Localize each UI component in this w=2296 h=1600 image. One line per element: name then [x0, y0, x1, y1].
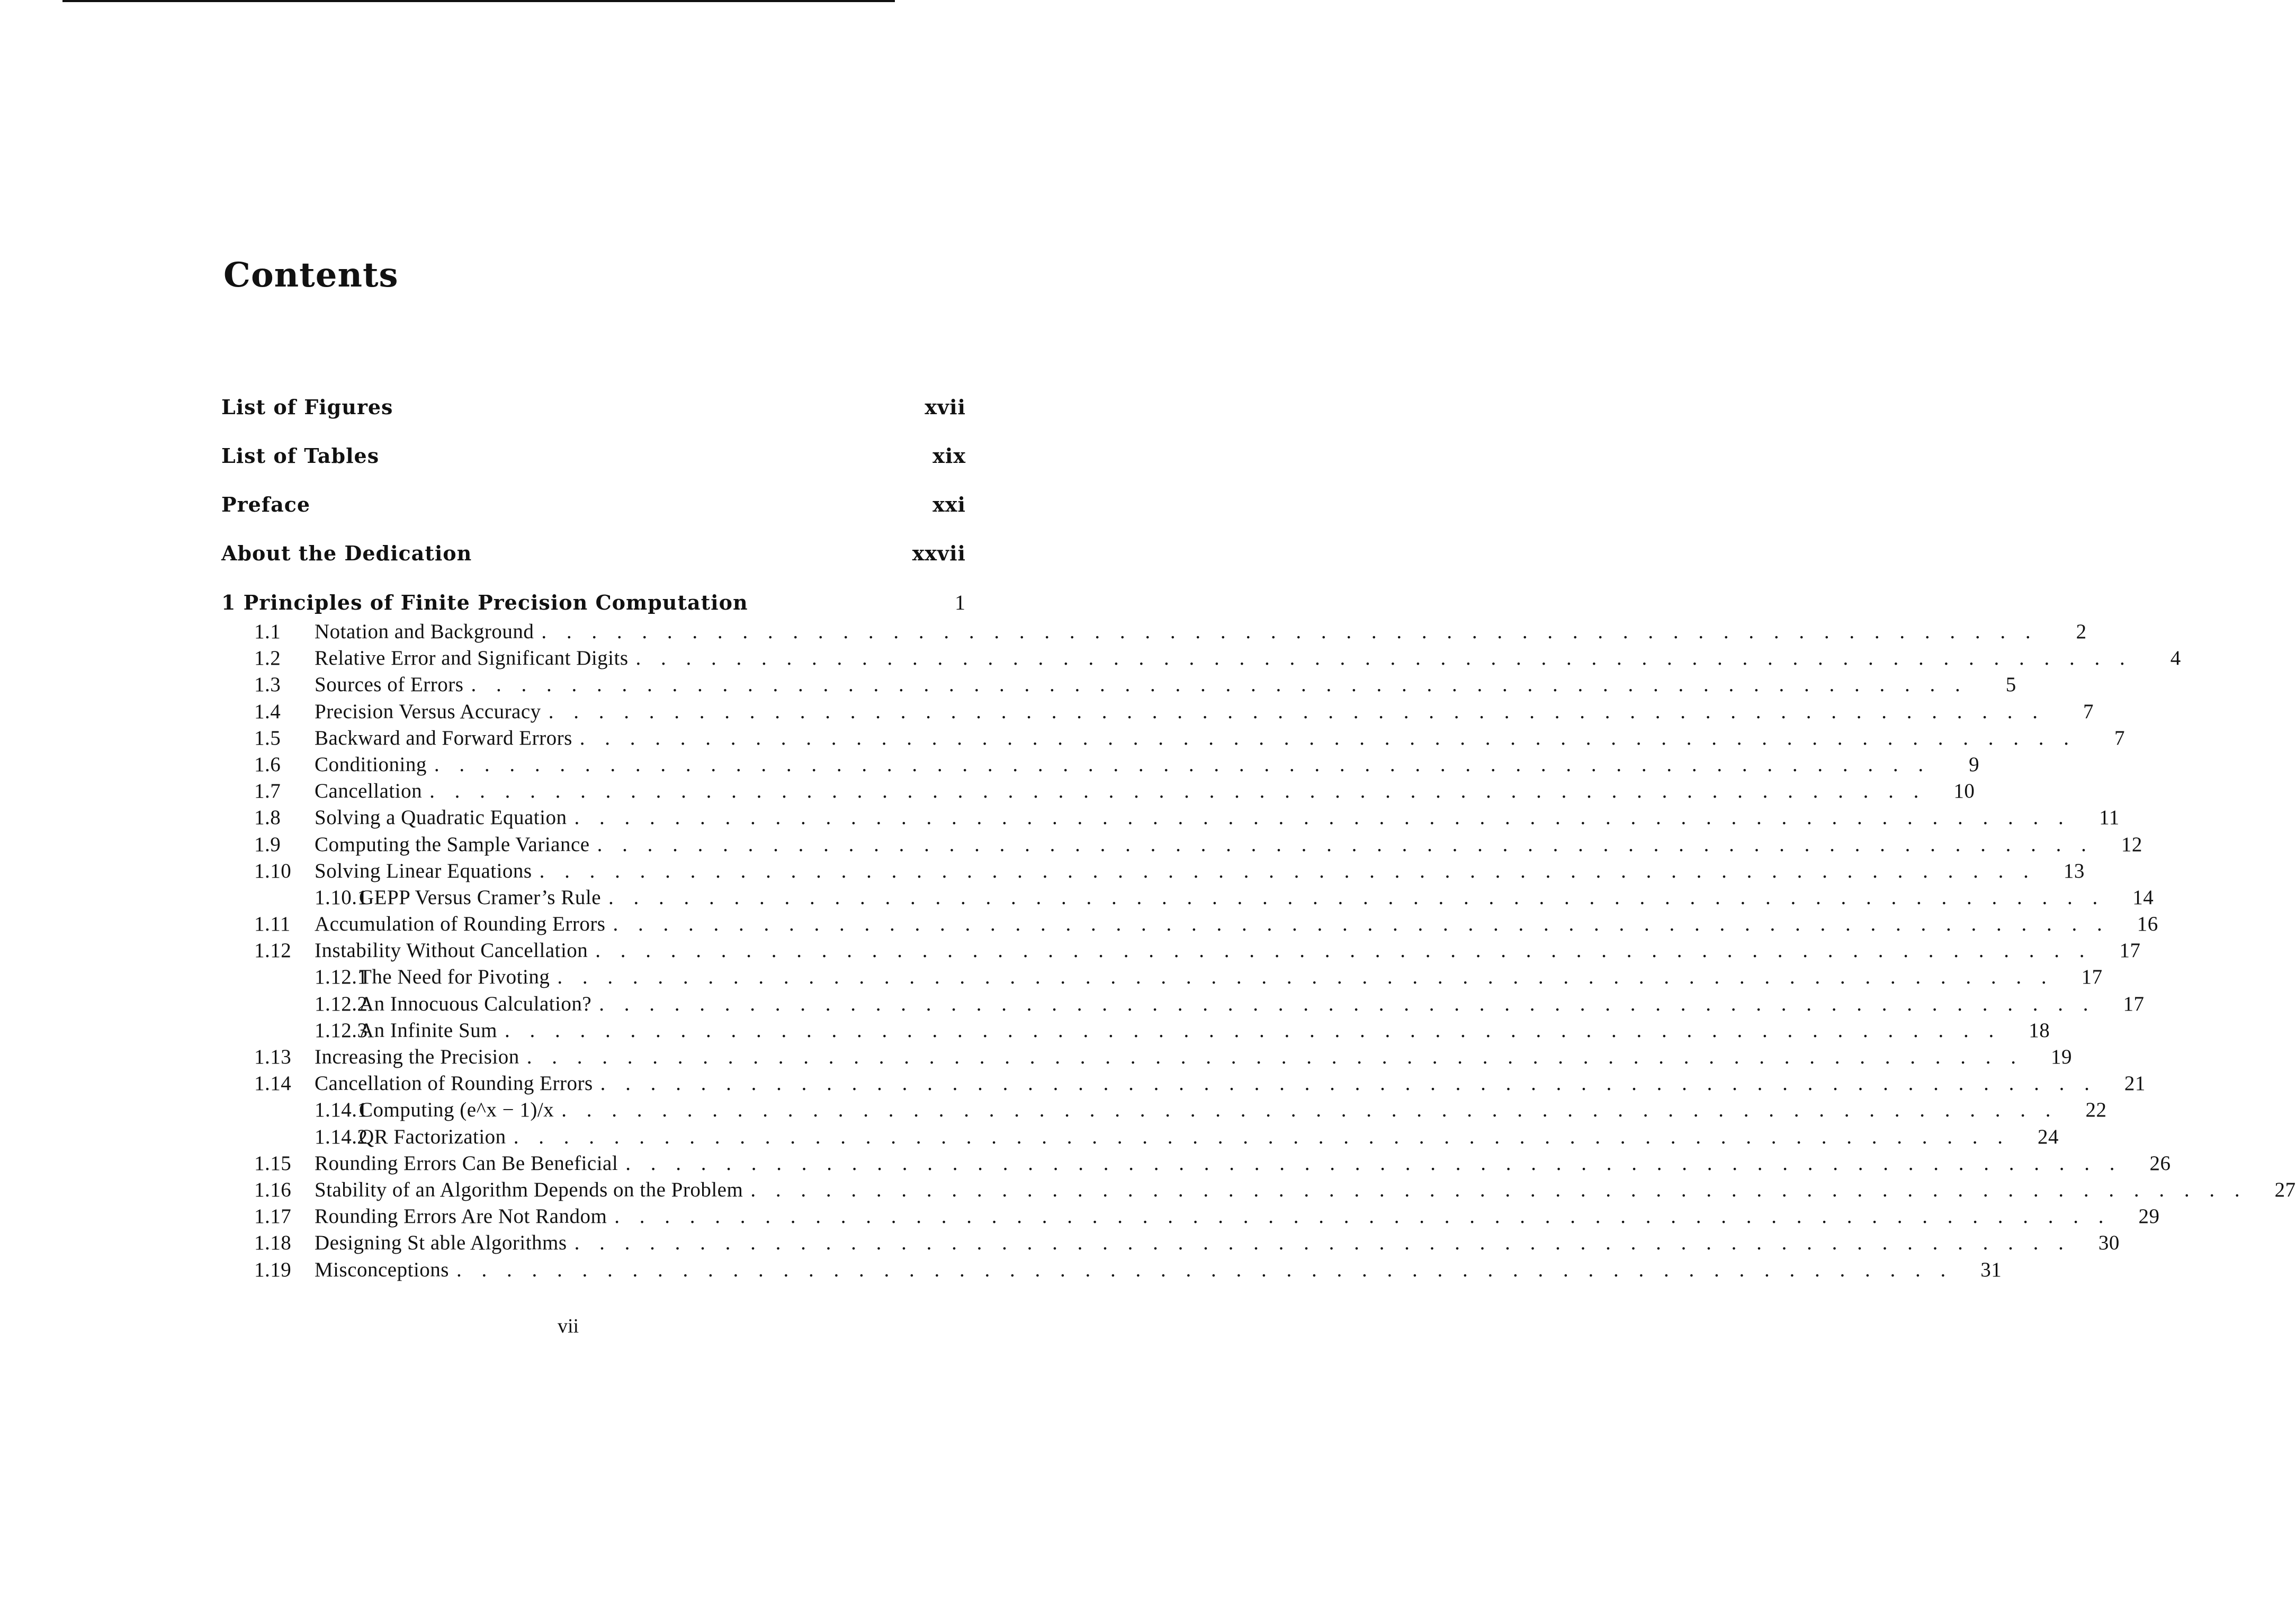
toc-entry-title-wrap [359, 1125, 2010, 1149]
toc-chapter-entry[interactable] [221, 590, 966, 620]
toc-subsection-entry[interactable] [221, 992, 2145, 1018]
toc-entry-number: 1.14.2 [315, 1125, 368, 1148]
toc-dot-leader: . . . . . . . . . . . . . . . . . . . . . . . . . . . . . . . . . . . . . . . . . . . . . . . . . . . . . . . . . . . . [613, 913, 2110, 936]
toc-front-entry[interactable] [221, 493, 966, 541]
toc-dot-leader: . . . . . . . . . . . . . . . . . . . . . . . . . . . . . . . . . . . . . . . . . . . . . . . . . . . . . . . . . . . . [597, 833, 2094, 856]
toc-entry-title: Rounding Errors Are Not Random [315, 1205, 607, 1228]
toc-dot-leader: . . . . . . . . . . . . . . . . . . . . . . . . . . . . . . . . . . . . . . . . . . . . . . . . . . . . . . . . . . . . [595, 939, 2092, 962]
toc-dot-leader: . . . . . . . . . . . . . . . . . . . . . . . . . . . . . . . . . . . . . . . . . . . . . . . . . . . . . . . . . . . . [750, 1178, 2247, 1201]
toc-entry-number: 1.13 [254, 1045, 292, 1068]
toc-entry-page: 17 [2081, 966, 2103, 989]
toc-entry-page: 17 [2123, 992, 2145, 1015]
toc-front-title: About the Dedication [221, 541, 472, 565]
toc-dot-leader: . . . . . . . . . . . . . . . . . . . . . . . . . . . . . . . . . . . . . . . . . . . . . . . . . . . . . . . . . . . . [579, 726, 2077, 749]
toc-section-entry[interactable] [221, 1045, 2072, 1071]
toc-dot-leader: . . . . . . . . . . . . . . . . . . . . . . . . . . . . . . . . . . . . . . . . . . . . . . . . . . . . . . . . . . . . [526, 1045, 2023, 1068]
toc-entry-number: 1.5 [254, 726, 281, 749]
toc-entry-title: Precision Versus Accuracy [315, 700, 541, 723]
toc-entry-number: 1.3 [254, 673, 281, 696]
toc-entry-title-wrap [315, 1231, 2071, 1255]
toc-dot-leader: . . . . . . . . . . . . . . . . . . . . . . . . . . . . . . . . . . . . . . . . . . . . . . . . . . . . . . . . . . . . [614, 1205, 2111, 1228]
toc-section-entry[interactable] [221, 1258, 2002, 1284]
toc-entry-title: GEPP Versus Cramer’s Rule [359, 886, 602, 909]
toc-entry-title: Accumulation of Rounding Errors [315, 913, 606, 936]
toc-section-entry[interactable] [221, 912, 2158, 938]
toc-entry-page: 2 [2076, 620, 2087, 643]
toc-entry-title: An Innocuous Calculation? [359, 992, 592, 1015]
toc-dot-leader: . . . . . . . . . . . . . . . . . . . . . . . . . . . . . . . . . . . . . . . . . . . . . . . . . . . . . . . . . . . . [561, 1098, 2058, 1122]
toc-entry-title: QR Factorization [359, 1125, 506, 1148]
toc-entry-page: 11 [2099, 806, 2120, 829]
toc-entry-page: 7 [2083, 700, 2094, 723]
toc-front-title: List of Tables [221, 444, 380, 468]
toc-entry-title: Increasing the Precision [315, 1045, 519, 1068]
toc-dot-leader: . . . . . . . . . . . . . . . . . . . . . . . . . . . . . . . . . . . . . . . . . . . . . . . . . . . . . . . . . . . . [635, 647, 2132, 670]
toc-dot-leader: . . . . . . . . . . . . . . . . . . . . . . . . . . . . . . . . . . . . . . . . . . . . . . . . . . . . . . . . . . . . [539, 859, 2036, 882]
toc-entry-title-wrap [315, 673, 1968, 696]
toc-section-entry[interactable] [221, 1178, 2296, 1204]
toc-dot-leader: . . . . . . . . . . . . . . . . . . . . . . . . . . . . . . . . . . . . . . . . . . . . . . . . . . . . . . . . . . . . [625, 1151, 2122, 1175]
toc-entry-number: 1.16 [254, 1178, 292, 1201]
toc-entry-page: 22 [2085, 1098, 2107, 1122]
toc-entry-title-wrap [359, 965, 2054, 989]
toc-entry-title: Cancellation of Rounding Errors [315, 1072, 593, 1095]
toc-section-entry[interactable] [221, 938, 2141, 965]
toc-front-title: Preface [221, 493, 311, 516]
toc-entry-number: 1.14 [254, 1072, 292, 1095]
toc-entry-title-wrap [315, 912, 2110, 936]
toc-section-entry[interactable] [221, 646, 2181, 673]
toc-section-entry[interactable] [221, 1204, 2160, 1231]
toc-entry-title-wrap [359, 1018, 2001, 1042]
toc-entry-page: 29 [2138, 1205, 2160, 1228]
toc-front-page: xix [932, 444, 966, 468]
toc-section-entry[interactable] [221, 673, 2016, 699]
toc-subsection-entry[interactable] [221, 886, 2154, 912]
toc-dot-leader: . . . . . . . . . . . . . . . . . . . . . . . . . . . . . . . . . . . . . . . . . . . . . . . . . . . . . . . . . . . . [471, 673, 1968, 696]
toc-entry-number: 1.10 [254, 859, 292, 882]
toc-entry-page: 17 [2119, 939, 2141, 962]
toc-subsection-entry[interactable] [221, 965, 2103, 991]
toc-entry-number: 1.9 [254, 833, 281, 856]
toc-entry-number: 1.11 [254, 913, 291, 936]
toc-front-page: xvii [925, 395, 966, 419]
toc-section-entry[interactable] [221, 859, 2085, 886]
toc-entry-page: 18 [2029, 1018, 2050, 1042]
toc-entry-page: 31 [1980, 1258, 2002, 1281]
toc-dot-leader: . . . . . . . . . . . . . . . . . . . . . . . . . . . . . . . . . . . . . . . . . . . . . . . . . . . . . . . . . . . . [434, 753, 1931, 776]
toc-entry-title-wrap [315, 620, 2038, 643]
toc-entry-title: Backward and Forward Errors [315, 726, 572, 749]
page-title: Contents [223, 255, 399, 295]
toc-entry-title-wrap [315, 938, 2092, 962]
toc-front-title: List of Figures [221, 395, 393, 419]
toc-dot-leader: . . . . . . . . . . . . . . . . . . . . . . . . . . . . . . . . . . . . . . . . . . . . . . . . . . . . . . . . . . . . [548, 700, 2045, 723]
toc-entry-title-wrap [315, 859, 2036, 883]
toc-entry-number: 1.12.1 [315, 966, 368, 989]
toc-entry-number: 1.12 [254, 939, 292, 962]
toc-entry-title: The Need for Pivoting [359, 966, 550, 989]
toc-entry-title-wrap [315, 646, 2132, 670]
toc-dot-leader: . . . . . . . . . . . . . . . . . . . . . . . . . . . . . . . . . . . . . . . . . . . . . . . . . . . . . . . . . . . . [574, 806, 2071, 829]
toc-entry-page: 4 [2170, 647, 2181, 670]
toc-entry-title: Computing the Sample Variance [315, 833, 590, 856]
toc-entry-page: 30 [2098, 1231, 2120, 1255]
toc-entry-number: 1.18 [254, 1231, 292, 1255]
toc-dot-leader: . . . . . . . . . . . . . . . . . . . . . . . . . . . . . . . . . . . . . . . . . . . . . . . . . . . . . . . . . . . . [574, 1231, 2071, 1255]
toc-chapter-title: 1 Principles of Finite Precision Computation [221, 591, 748, 614]
toc-section-list [221, 620, 2296, 1284]
toc-entry-title-wrap [315, 1045, 2023, 1069]
toc-dot-leader: . . . . . . . . . . . . . . . . . . . . . . . . . . . . . . . . . . . . . . . . . . . . . . . . . . . . . . . . . . . . [557, 966, 2054, 989]
toc-entry-number: 1.7 [254, 780, 281, 803]
toc-entry-title: Notation and Background [315, 620, 534, 643]
toc-chapter-page: 1 [955, 591, 966, 614]
toc-entry-title: An Infinite Sum [359, 1018, 497, 1042]
toc-entry-title: Sources of Errors [315, 673, 464, 696]
toc-entry-title: Rounding Errors Can Be Beneficial [315, 1151, 618, 1175]
toc-entry-number: 1.12.2 [315, 992, 368, 1015]
toc-front-entry[interactable] [221, 444, 966, 493]
toc-entry-page: 24 [2037, 1125, 2059, 1148]
toc-section-entry[interactable] [221, 833, 2142, 859]
toc-entry-title-wrap [315, 806, 2071, 829]
toc-entry-number: 1.12.3 [315, 1018, 368, 1042]
toc-entry-number: 1.8 [254, 806, 281, 829]
toc-subsection-entry[interactable] [221, 1098, 2107, 1124]
toc-entry-number: 1.1 [254, 620, 281, 643]
toc-entry-title: Instability Without Cancellation [315, 939, 588, 962]
toc-dot-leader: . . . . . . . . . . . . . . . . . . . . . . . . . . . . . . . . . . . . . . . . . . . . . . . . . . . . . . . . . . . . [429, 780, 1926, 803]
toc-entry-title-wrap [315, 833, 2094, 856]
toc-entry-number: 1.19 [254, 1258, 292, 1281]
toc-entry-title: Cancellation [315, 780, 423, 803]
toc-dot-leader: . . . . . . . . . . . . . . . . . . . . . . . . . . . . . . . . . . . . . . . . . . . . . . . . . . . . . . . . . . . . [456, 1258, 1953, 1281]
toc-entry-title: Relative Error and Significant Digits [315, 647, 629, 670]
toc-entry-page: 12 [2121, 833, 2142, 856]
toc-entry-page: 5 [2005, 673, 2016, 696]
toc-entry-title-wrap [315, 779, 1926, 803]
toc-entry-number: 1.2 [254, 647, 281, 670]
toc-section-entry[interactable] [221, 806, 2120, 832]
toc-entry-title-wrap [359, 992, 2095, 1016]
toc-entry-number: 1.14.1 [315, 1098, 368, 1122]
toc-entry-title: Solving a Quadratic Equation [315, 806, 567, 829]
toc-section-entry[interactable] [221, 753, 1980, 779]
toc-entry-title-wrap [315, 700, 2045, 723]
toc-entry-title: Stability of an Algorithm Depends on the Problem [315, 1178, 743, 1201]
toc-entry-page: 26 [2149, 1151, 2171, 1175]
toc-entry-number: 1.17 [254, 1205, 292, 1228]
toc-entry-page: 10 [1953, 780, 1975, 803]
toc-section-entry[interactable] [221, 1071, 2146, 1098]
toc-section-entry[interactable] [221, 620, 2087, 646]
toc-dot-leader: . . . . . . . . . . . . . . . . . . . . . . . . . . . . . . . . . . . . . . . . . . . . . . . . . . . . . . . . . . . . [599, 992, 2096, 1015]
toc-section-entry[interactable] [221, 779, 1975, 806]
toc-front-page: xxi [932, 493, 966, 516]
toc-section-entry[interactable] [221, 700, 2094, 726]
toc-subsection-entry[interactable] [221, 1018, 2050, 1045]
toc-entry-title: Solving Linear Equations [315, 859, 532, 882]
toc-entry-title-wrap [359, 1098, 2058, 1122]
toc-entry-number: 1.15 [254, 1151, 292, 1175]
toc-entry-page: 19 [2050, 1045, 2072, 1068]
toc-front-entry[interactable] [221, 395, 966, 444]
toc-entry-title-wrap [315, 753, 1931, 776]
toc-entry-number: 1.10.1 [315, 886, 368, 909]
toc-entry-page: 13 [2063, 859, 2085, 882]
table-of-contents [221, 395, 2296, 1284]
toc-front-page: xxvii [912, 541, 966, 565]
toc-front-entry[interactable] [221, 541, 966, 590]
toc-dot-leader: . . . . . . . . . . . . . . . . . . . . . . . . . . . . . . . . . . . . . . . . . . . . . . . . . . . . . . . . . . . . [600, 1072, 2097, 1095]
toc-entry-title: Misconceptions [315, 1258, 449, 1281]
toc-entry-title: Computing (e^x − 1)/x [359, 1098, 554, 1122]
toc-section-entry[interactable] [221, 726, 2125, 753]
toc-entry-title-wrap [315, 1151, 2122, 1175]
page-number: vii [557, 1315, 579, 1337]
toc-entry-title: Conditioning [315, 753, 427, 776]
toc-entry-number: 1.4 [254, 700, 281, 723]
toc-dot-leader: . . . . . . . . . . . . . . . . . . . . . . . . . . . . . . . . . . . . . . . . . . . . . . . . . . . . . . . . . . . . [504, 1018, 2002, 1042]
toc-entry-page: 16 [2137, 913, 2158, 936]
toc-section-entry[interactable] [221, 1231, 2120, 1257]
toc-entry-title-wrap [315, 726, 2076, 750]
toc-entry-number: 1.6 [254, 753, 281, 776]
toc-dot-leader: . . . . . . . . . . . . . . . . . . . . . . . . . . . . . . . . . . . . . . . . . . . . . . . . . . . . . . . . . . . . [608, 886, 2105, 909]
toc-entry-title-wrap [315, 1071, 2097, 1095]
toc-entry-page: 14 [2132, 886, 2154, 909]
toc-entry-page: 7 [2114, 726, 2125, 749]
toc-dot-leader: . . . . . . . . . . . . . . . . . . . . . . . . . . . . . . . . . . . . . . . . . . . . . . . . . . . . . . . . . . . . [541, 620, 2038, 643]
toc-subsection-entry[interactable] [221, 1125, 2059, 1151]
toc-dot-leader: . . . . . . . . . . . . . . . . . . . . . . . . . . . . . . . . . . . . . . . . . . . . . . . . . . . . . . . . . . . . [513, 1125, 2010, 1148]
toc-entry-title-wrap [315, 1204, 2111, 1228]
toc-section-entry[interactable] [221, 1151, 2171, 1178]
toc-entry-title-wrap [315, 1178, 2247, 1202]
top-rule [62, 0, 895, 2]
toc-entry-title: Designing St able Algorithms [315, 1231, 567, 1255]
toc-entry-page: 21 [2124, 1072, 2146, 1095]
toc-entry-page: 9 [1969, 753, 1980, 776]
toc-entry-title-wrap [359, 886, 2105, 909]
toc-entry-title-wrap [315, 1258, 1953, 1282]
toc-entry-page: 27 [2274, 1178, 2296, 1201]
